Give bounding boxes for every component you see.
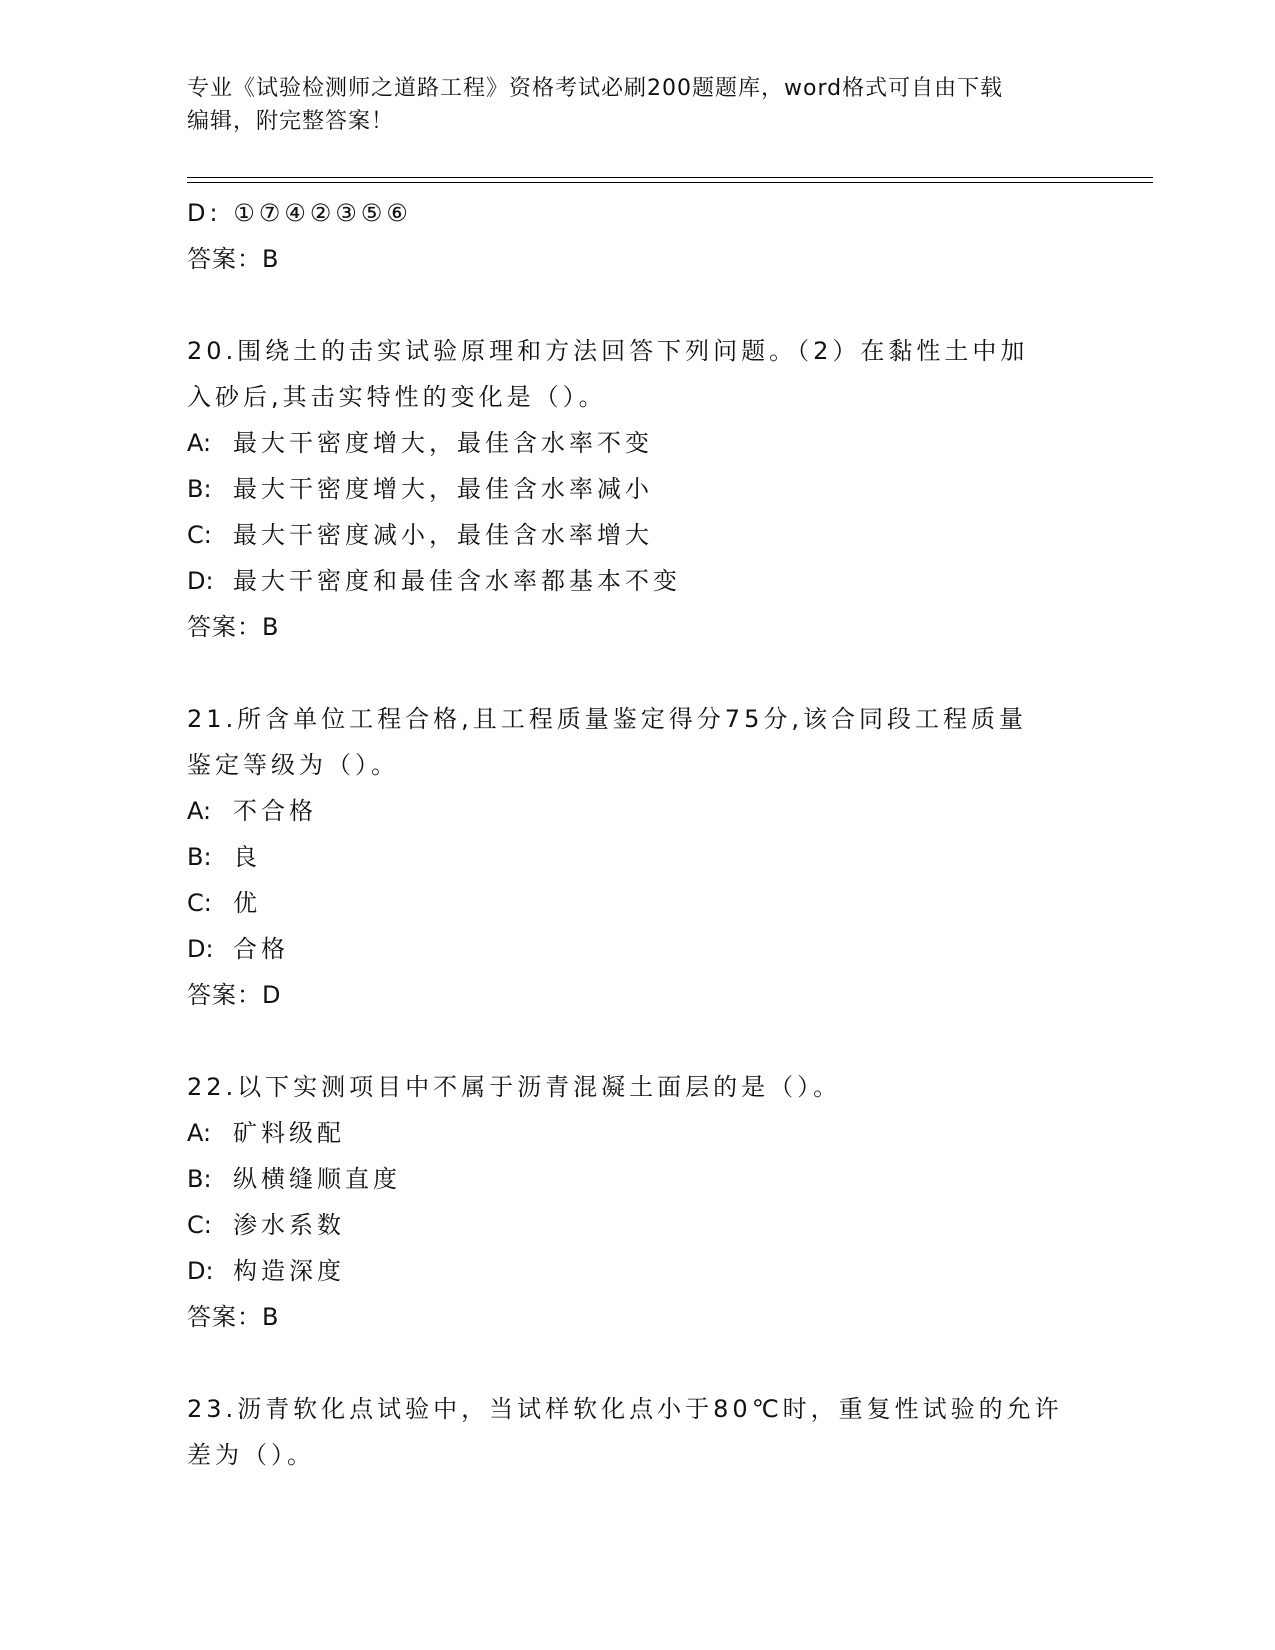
option-c <box>187 512 1087 558</box>
option-b <box>187 466 1087 512</box>
option-letter: C: <box>187 521 212 549</box>
option-letter: B: <box>187 843 212 871</box>
document-header <box>187 72 1077 138</box>
option-text: 良 <box>233 843 261 871</box>
answer-value: B <box>262 1303 280 1331</box>
option-letter: D: <box>187 567 214 595</box>
option-b <box>187 834 1087 880</box>
option-letter: C: <box>187 889 212 917</box>
question-stem-line-2: 鉴定等级为（）。 <box>187 751 399 779</box>
header-rule-bottom <box>187 182 1153 183</box>
answer-line <box>187 972 1087 1018</box>
answer-value: B <box>262 613 280 641</box>
option-text: 最大干密度增大，最佳含水率不变 <box>233 429 653 457</box>
option-text: 构造深度 <box>233 1257 345 1285</box>
option-text: 最大干密度增大，最佳含水率减小 <box>233 475 653 503</box>
question-stem-line-2: 入砂后,其击实特性的变化是（）。 <box>187 383 607 411</box>
option-a <box>187 788 1087 834</box>
option-d <box>187 926 1087 972</box>
question-23 <box>187 1386 1087 1478</box>
option-d <box>187 1248 1087 1294</box>
option-letter: B: <box>187 475 212 503</box>
partial-option-d: D: ①⑦④②③⑤⑥ <box>187 199 412 227</box>
option-letter: A: <box>187 429 212 457</box>
question-stem-line-1: 20.围绕土的击实试验原理和方法回答下列问题。（2）在黏性土中加 <box>187 337 1029 365</box>
option-a <box>187 420 1087 466</box>
option-text: 合格 <box>233 935 289 963</box>
question-21 <box>187 696 1087 1018</box>
answer-label: 答案： <box>187 981 262 1009</box>
answer-label: 答案： <box>187 1303 262 1331</box>
document-body <box>187 190 1087 1478</box>
answer-line <box>187 236 1087 282</box>
option-a <box>187 1110 1087 1156</box>
option-c <box>187 880 1087 926</box>
option-text: 矿料级配 <box>233 1119 345 1147</box>
answer-value: B <box>262 245 280 273</box>
question-22 <box>187 1064 1087 1340</box>
question-stem-line-2: 差为（）。 <box>187 1441 315 1469</box>
option-b <box>187 1156 1087 1202</box>
option-text: 最大干密度和最佳含水率都基本不变 <box>233 567 681 595</box>
option-d <box>187 558 1087 604</box>
header-rule-top <box>187 177 1153 178</box>
answer-value: D <box>262 981 282 1009</box>
option-text: 不合格 <box>233 797 317 825</box>
option-text: 纵横缝顺直度 <box>233 1165 401 1193</box>
option-letter: A: <box>187 1119 212 1147</box>
header-line-2: 编辑，附完整答案！ <box>187 109 395 134</box>
answer-label: 答案： <box>187 613 262 641</box>
option-letter: C: <box>187 1211 212 1239</box>
option-text: 渗水系数 <box>233 1211 345 1239</box>
question-20 <box>187 328 1087 650</box>
option-text: 最大干密度减小，最佳含水率增大 <box>233 521 653 549</box>
answer-line <box>187 1294 1087 1340</box>
option-letter: D: <box>187 1257 214 1285</box>
option-c <box>187 1202 1087 1248</box>
option-letter: B: <box>187 1165 212 1193</box>
question-stem-line-1: 22.以下实测项目中不属于沥青混凝土面层的是（）。 <box>187 1073 842 1101</box>
option-text: 优 <box>233 889 261 917</box>
header-line-1: 专业《试验检测师之道路工程》资格考试必刷200题题库，word格式可自由下载 <box>187 76 1004 101</box>
option-letter: A: <box>187 797 212 825</box>
question-stem-line-1: 21.所含单位工程合格,且工程质量鉴定得分75分,该合同段工程质量 <box>187 705 1027 733</box>
answer-line <box>187 604 1087 650</box>
option-letter: D: <box>187 935 214 963</box>
answer-label: 答案： <box>187 245 262 273</box>
question-stem-line-1: 23.沥青软化点试验中，当试样软化点小于80℃时，重复性试验的允许 <box>187 1395 1063 1423</box>
